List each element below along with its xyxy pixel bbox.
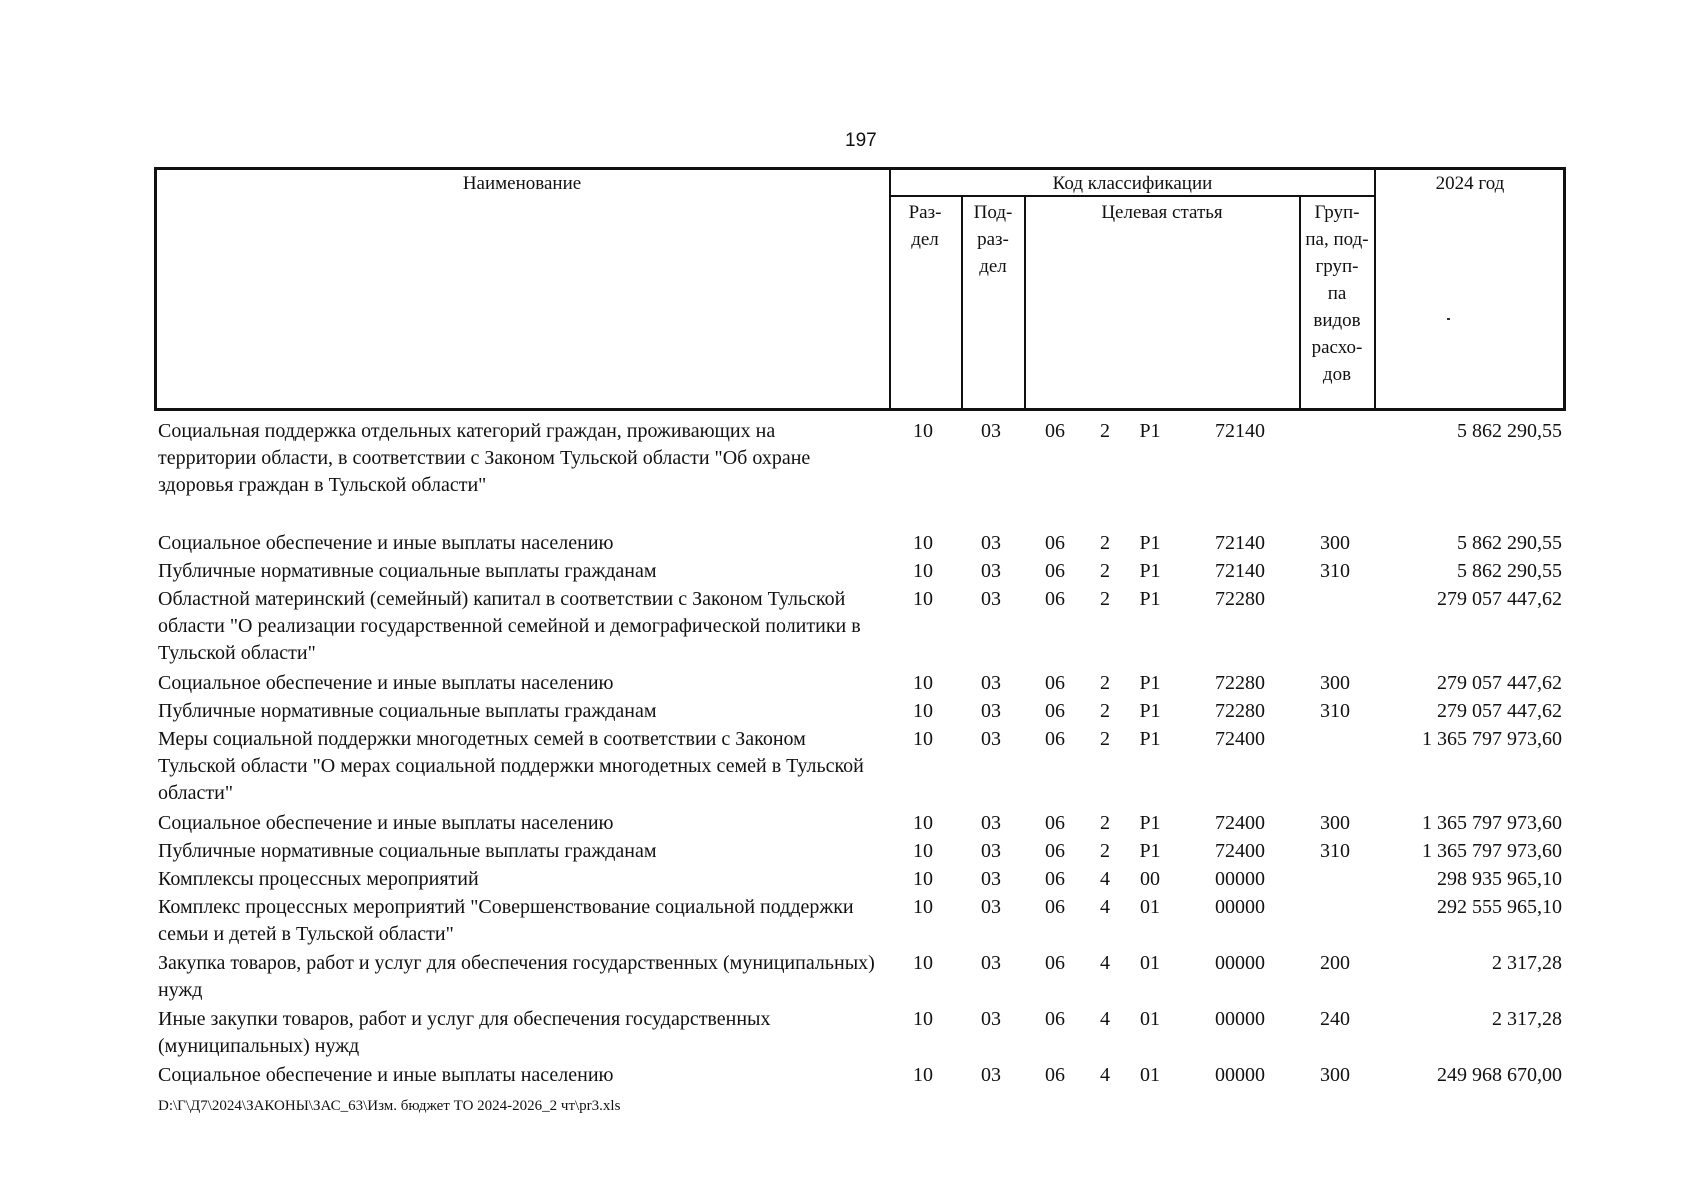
row-name: Комплексы процессных мероприятий <box>158 868 479 890</box>
row-target-article-element: 01 <box>1140 952 1160 974</box>
row-target-article-program: 06 <box>1045 1008 1065 1030</box>
row-amount-2024: 292 555 965,10 <box>1437 896 1562 918</box>
file-path: D:\Г\Д7\2024\ЗАКОНЫ\ЗАС_63\Изм. бюджет ТО 2024-2026_2 чт\pr3.xls <box>158 1098 621 1114</box>
row-target-article-type: 4 <box>1100 1064 1110 1086</box>
row-podrazdel: 03 <box>981 700 1001 722</box>
row-target-article-type: 4 <box>1100 896 1110 918</box>
header-name: Наименование <box>462 173 582 194</box>
row-razdel: 10 <box>913 840 933 862</box>
row-target-article-element: 00 <box>1140 868 1160 890</box>
row-target-article-type: 2 <box>1100 420 1110 442</box>
row-target-article-element: Р1 <box>1139 812 1161 834</box>
header-expense-group: Груп- па, под- груп- па видов расхо- дов <box>1305 202 1369 385</box>
row-amount-2024: 5 862 290,55 <box>1457 560 1562 582</box>
row-razdel: 10 <box>913 560 933 582</box>
row-target-article-direction: 72140 <box>1215 532 1265 554</box>
row-amount-2024: 2 317,28 <box>1492 952 1562 974</box>
row-target-article-element: Р1 <box>1139 700 1161 722</box>
row-podrazdel: 03 <box>981 672 1001 694</box>
row-name: Социальное обеспечение и иные выплаты населению <box>158 532 614 554</box>
row-razdel: 10 <box>913 728 933 750</box>
row-razdel: 10 <box>913 588 933 610</box>
row-razdel: 10 <box>913 1008 933 1030</box>
row-name: Социальное обеспечение и иные выплаты населению <box>158 1064 614 1086</box>
row-amount-2024: 279 057 447,62 <box>1437 700 1562 722</box>
row-target-article-type: 4 <box>1100 952 1110 974</box>
row-target-article-element: Р1 <box>1139 672 1161 694</box>
row-target-article-program: 06 <box>1045 812 1065 834</box>
row-podrazdel: 03 <box>981 812 1001 834</box>
row-razdel: 10 <box>913 868 933 890</box>
row-target-article-type: 2 <box>1100 560 1110 582</box>
row-target-article-program: 06 <box>1045 700 1065 722</box>
row-name: Комплекс процессных мероприятий "Совершенствование социальной поддержки семьи и детей в Тульской области" <box>158 896 854 945</box>
row-amount-2024: 1 365 797 973,60 <box>1422 728 1562 750</box>
row-amount-2024: 5 862 290,55 <box>1457 420 1562 442</box>
row-target-article-element: 01 <box>1140 1008 1160 1030</box>
row-podrazdel: 03 <box>981 1064 1001 1086</box>
row-target-article-element: Р1 <box>1139 532 1161 554</box>
row-name: Иные закупки товаров, работ и услуг для обеспечения государственных (муниципальных) нужд <box>158 1008 771 1057</box>
row-target-article-direction: 72140 <box>1215 560 1265 582</box>
row-expense-group: 310 <box>1320 700 1350 722</box>
row-target-article-element: Р1 <box>1139 560 1161 582</box>
row-razdel: 10 <box>913 952 933 974</box>
row-podrazdel: 03 <box>981 532 1001 554</box>
row-podrazdel: 03 <box>981 1008 1001 1030</box>
row-target-article-direction: 00000 <box>1215 1064 1265 1086</box>
row-expense-group: 300 <box>1320 812 1350 834</box>
row-razdel: 10 <box>913 420 933 442</box>
row-razdel: 10 <box>913 896 933 918</box>
row-target-article-program: 06 <box>1045 532 1065 554</box>
row-razdel: 10 <box>913 532 933 554</box>
row-name: Меры социальной поддержки многодетных семей в соответствии с Законом Тульской области "О мерах социальной поддержки многодетных семей в Тульской области" <box>158 728 864 804</box>
row-amount-2024: 1 365 797 973,60 <box>1422 812 1562 834</box>
row-name: Социальное обеспечение и иные выплаты населению <box>158 672 614 694</box>
row-podrazdel: 03 <box>981 560 1001 582</box>
row-target-article-program: 06 <box>1045 896 1065 918</box>
row-target-article-type: 2 <box>1100 672 1110 694</box>
row-target-article-element: 01 <box>1140 896 1160 918</box>
row-target-article-type: 2 <box>1100 812 1110 834</box>
row-target-article-type: 2 <box>1100 532 1110 554</box>
row-podrazdel: 03 <box>981 728 1001 750</box>
row-amount-2024: 279 057 447,62 <box>1437 672 1562 694</box>
header-divider <box>889 168 891 410</box>
row-amount-2024: 279 057 447,62 <box>1437 588 1562 610</box>
row-podrazdel: 03 <box>981 868 1001 890</box>
row-razdel: 10 <box>913 1064 933 1086</box>
row-name: Закупка товаров, работ и услуг для обеспечения государственных (муниципальных) нужд <box>158 952 875 1001</box>
row-expense-group: 310 <box>1320 560 1350 582</box>
row-name: Публичные нормативные социальные выплаты гражданам <box>158 840 657 862</box>
row-target-article-program: 06 <box>1045 420 1065 442</box>
row-target-article-element: Р1 <box>1139 588 1161 610</box>
row-target-article-type: 4 <box>1100 868 1110 890</box>
row-target-article-program: 06 <box>1045 952 1065 974</box>
row-target-article-program: 06 <box>1045 840 1065 862</box>
row-name: Областной материнский (семейный) капитал в соответствии с Законом Тульской области "О реализации государственной семейной и демографической политики в Тульской области" <box>158 588 861 664</box>
row-name: Социальное обеспечение и иные выплаты населению <box>158 812 614 834</box>
row-podrazdel: 03 <box>981 420 1001 442</box>
row-target-article-element: Р1 <box>1139 420 1161 442</box>
row-target-article-direction: 72400 <box>1215 812 1265 834</box>
row-target-article-program: 06 <box>1045 560 1065 582</box>
row-expense-group: 240 <box>1320 1008 1350 1030</box>
header-razdel: Раз- дел <box>908 202 942 250</box>
row-razdel: 10 <box>913 812 933 834</box>
row-target-article-direction: 72280 <box>1215 672 1265 694</box>
row-target-article-type: 2 <box>1100 588 1110 610</box>
row-target-article-direction: 72400 <box>1215 840 1265 862</box>
row-target-article-direction: 72280 <box>1215 588 1265 610</box>
header-target-article: Целевая статья <box>1101 202 1223 223</box>
row-amount-2024: 249 968 670,00 <box>1437 1064 1562 1086</box>
row-podrazdel: 03 <box>981 588 1001 610</box>
row-target-article-element: Р1 <box>1139 728 1161 750</box>
row-amount-2024: 1 365 797 973,60 <box>1422 840 1562 862</box>
row-target-article-program: 06 <box>1045 728 1065 750</box>
row-name: Социальная поддержка отдельных категорий граждан, проживающих на территории области, в соответствии с Законом Тульской области "Об охране здоровья граждан в Тульской области" <box>158 420 811 496</box>
row-target-article-type: 4 <box>1100 1008 1110 1030</box>
row-expense-group: 310 <box>1320 840 1350 862</box>
row-name: Публичные нормативные социальные выплаты гражданам <box>158 560 657 582</box>
row-target-article-program: 06 <box>1045 868 1065 890</box>
row-expense-group: 300 <box>1320 532 1350 554</box>
row-name: Публичные нормативные социальные выплаты гражданам <box>158 700 657 722</box>
header-year: 2024 год <box>1435 173 1505 194</box>
row-razdel: 10 <box>913 672 933 694</box>
row-target-article-direction: 72140 <box>1215 420 1265 442</box>
scan-mark <box>1447 318 1450 320</box>
row-podrazdel: 03 <box>981 840 1001 862</box>
row-amount-2024: 5 862 290,55 <box>1457 532 1562 554</box>
row-podrazdel: 03 <box>981 896 1001 918</box>
header-podrazdel: Под- раз- дел <box>973 202 1013 277</box>
row-target-article-element: 01 <box>1140 1064 1160 1086</box>
row-amount-2024: 2 317,28 <box>1492 1008 1562 1030</box>
row-target-article-type: 2 <box>1100 728 1110 750</box>
page-number: 197 <box>845 130 877 151</box>
row-target-article-direction: 72280 <box>1215 700 1265 722</box>
row-target-article-type: 2 <box>1100 700 1110 722</box>
row-target-article-direction: 00000 <box>1215 952 1265 974</box>
row-target-article-direction: 72400 <box>1215 728 1265 750</box>
row-expense-group: 300 <box>1320 1064 1350 1086</box>
row-target-article-element: Р1 <box>1139 840 1161 862</box>
row-podrazdel: 03 <box>981 952 1001 974</box>
row-target-article-direction: 00000 <box>1215 868 1265 890</box>
row-target-article-program: 06 <box>1045 588 1065 610</box>
header-classification: Код классификации <box>1052 173 1213 194</box>
row-target-article-direction: 00000 <box>1215 1008 1265 1030</box>
row-expense-group: 200 <box>1320 952 1350 974</box>
row-expense-group: 300 <box>1320 672 1350 694</box>
row-razdel: 10 <box>913 700 933 722</box>
row-target-article-program: 06 <box>1045 1064 1065 1086</box>
row-amount-2024: 298 935 965,10 <box>1437 868 1562 890</box>
row-target-article-direction: 00000 <box>1215 896 1265 918</box>
row-target-article-program: 06 <box>1045 672 1065 694</box>
header-divider <box>1374 168 1376 410</box>
row-target-article-type: 2 <box>1100 840 1110 862</box>
